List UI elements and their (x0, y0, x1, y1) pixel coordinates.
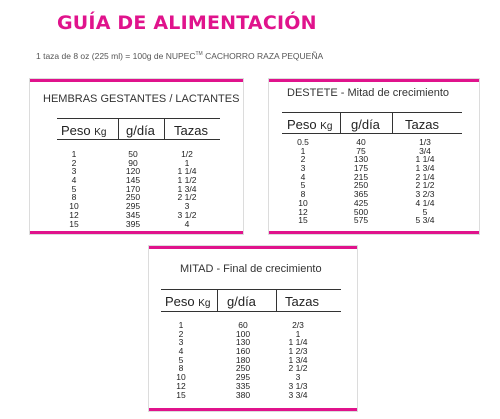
card-bottom-accent (149, 408, 357, 411)
header-gdia: g/día (126, 123, 155, 138)
table-cell: 3/4 (419, 145, 431, 156)
table-cell: 5 3/4 (415, 215, 435, 226)
table-cell: 1 (300, 145, 306, 156)
column-peso (167, 321, 195, 399)
table-cell: 1/2 (181, 149, 193, 159)
table-cell: 130 (353, 154, 369, 165)
table-cell: 3 3/4 (288, 389, 308, 400)
table-cell: 75 (356, 145, 366, 156)
table-cell: 160 (235, 346, 251, 357)
table-cell: 425 (353, 197, 369, 208)
page-title: GUÍA DE ALIMENTACIÓN (57, 12, 317, 34)
table-cell: 1 3/4 (177, 183, 197, 194)
table-cell: 250 (353, 180, 369, 191)
table-cell: 365 (353, 189, 369, 200)
table-cell: 0.5 (297, 137, 309, 147)
table-cell: 250 (125, 192, 141, 203)
column-divider (392, 113, 393, 133)
table-cell: 3 (300, 163, 306, 174)
header-peso-unit: Kg (94, 127, 107, 138)
table-cell: 180 (235, 354, 251, 365)
table-cell: 12 (176, 380, 186, 391)
table-cell: 90 (128, 157, 138, 168)
table-cell: 4 1/4 (415, 197, 435, 208)
table-cell: 2/3 (292, 320, 304, 330)
table-cell: 8 (300, 189, 306, 200)
serving-note-text: 1 taza de 8 oz (225 ml) = 100g de NUPEC (36, 51, 196, 61)
table-cell: 50 (128, 149, 138, 159)
column-divider (118, 119, 119, 139)
table-cell: 170 (125, 183, 141, 194)
table-cell: 2 (71, 157, 77, 168)
header-gdia: g/día (351, 117, 380, 132)
table-title: DESTETE - Mitad de crecimiento (287, 87, 449, 99)
card-top-accent (149, 246, 357, 249)
table-cell: 1 (71, 149, 77, 159)
table-cell: 3 1/3 (288, 380, 308, 391)
table-cell: 500 (353, 206, 369, 217)
table-cell: 295 (125, 201, 141, 212)
table-cell: 4 (300, 171, 306, 182)
table-cell: 2 (300, 154, 306, 165)
card-top-accent (30, 79, 243, 82)
table-cell: 4 (184, 218, 190, 229)
header-peso-label: Peso (287, 117, 317, 132)
table-cell: 380 (235, 389, 251, 400)
table-cell: 215 (353, 171, 369, 182)
table-cell: 8 (178, 363, 184, 374)
table-cell: 2 (178, 328, 184, 339)
table-cell: 3 (184, 201, 190, 212)
table-cell: 120 (125, 166, 141, 177)
table-cell: 40 (356, 137, 366, 147)
table-cell: 5 (422, 206, 428, 217)
column-gdia (347, 138, 375, 225)
table-cell: 1 (184, 157, 190, 168)
table-cell: 1 1/2 (177, 175, 197, 186)
table-cell: 130 (235, 337, 251, 348)
header-peso-unit: Kg (320, 121, 333, 132)
column-divider (340, 113, 341, 133)
table-cell: 1 1/4 (288, 337, 308, 348)
table-cell: 250 (235, 363, 251, 374)
table-cell: 8 (71, 192, 77, 203)
card-bottom-accent (269, 231, 479, 234)
column-tazas (281, 321, 315, 399)
card-destete (268, 78, 480, 235)
header-tazas: Tazas (174, 123, 208, 138)
table-cell: 15 (176, 389, 186, 400)
card-top-accent (269, 79, 479, 82)
table-cell: 2 1/2 (288, 363, 308, 374)
table-cell: 3 (178, 337, 184, 348)
table-title: HEMBRAS GESTANTES / LACTANTES (43, 93, 240, 105)
table-cell: 5 (178, 354, 184, 365)
header-tazas: Tazas (285, 294, 319, 309)
header-tazas: Tazas (405, 117, 439, 132)
table-cell: 60 (238, 320, 248, 330)
table-cell: 3 2/3 (415, 189, 435, 200)
table-cell: 1 (178, 320, 184, 330)
table-cell: 3 (71, 166, 77, 177)
table-cell: 4 (178, 346, 184, 357)
table-cell: 1 1/4 (415, 154, 435, 165)
table-cell: 1 2/3 (288, 346, 308, 357)
table-cell: 2 1/4 (415, 171, 435, 182)
column-divider (217, 290, 218, 311)
table-cell: 295 (235, 372, 251, 383)
table-cell: 4 (71, 175, 77, 186)
table-cell: 3 1/2 (177, 209, 197, 220)
table-cell: 1 (295, 328, 301, 339)
table-cell: 5 (300, 180, 306, 191)
header-peso (287, 117, 333, 132)
table-cell: 10 (298, 197, 308, 208)
table-cell: 395 (125, 218, 141, 229)
serving-note-product: CACHORRO RAZA PEQUEÑA (202, 51, 324, 61)
table-cell: 335 (235, 380, 251, 391)
header-peso (61, 123, 107, 138)
column-gdia (119, 150, 147, 228)
header-peso-label: Peso (165, 294, 195, 309)
table-cell: 5 (71, 183, 77, 194)
table-cell: 1/3 (419, 137, 431, 147)
serving-note (36, 51, 323, 61)
column-divider (276, 290, 277, 311)
table-cell: 1 3/4 (288, 354, 308, 365)
trademark-mark: TM (195, 51, 203, 58)
table-cell: 10 (176, 372, 186, 383)
table-title: MITAD - Final de crecimiento (180, 263, 322, 275)
table-cell: 575 (353, 215, 369, 226)
column-peso (60, 150, 88, 228)
column-peso (289, 138, 317, 225)
card-bottom-accent (30, 231, 243, 234)
column-divider (164, 119, 165, 139)
card-mitad (148, 245, 358, 412)
table-cell: 2 1/2 (177, 192, 197, 203)
column-tazas (408, 138, 442, 225)
header-gdia: g/día (227, 294, 256, 309)
table-cell: 100 (235, 328, 251, 339)
table-cell: 15 (69, 218, 79, 229)
table-cell: 1 1/4 (177, 166, 197, 177)
table-cell: 175 (353, 163, 369, 174)
table-cell: 1 3/4 (415, 163, 435, 174)
header-peso-unit: Kg (198, 298, 211, 309)
table-cell: 345 (125, 209, 141, 220)
header-peso (165, 294, 211, 309)
card-hembras (29, 78, 244, 235)
table-cell: 3 (295, 372, 301, 383)
table-cell: 15 (298, 215, 308, 226)
table-cell: 12 (69, 209, 79, 220)
table-cell: 10 (69, 201, 79, 212)
column-gdia (229, 321, 257, 399)
column-tazas (170, 150, 204, 228)
table-cell: 145 (125, 175, 141, 186)
table-cell: 12 (298, 206, 308, 217)
table-cell: 2 1/2 (415, 180, 435, 191)
header-peso-label: Peso (61, 123, 91, 138)
